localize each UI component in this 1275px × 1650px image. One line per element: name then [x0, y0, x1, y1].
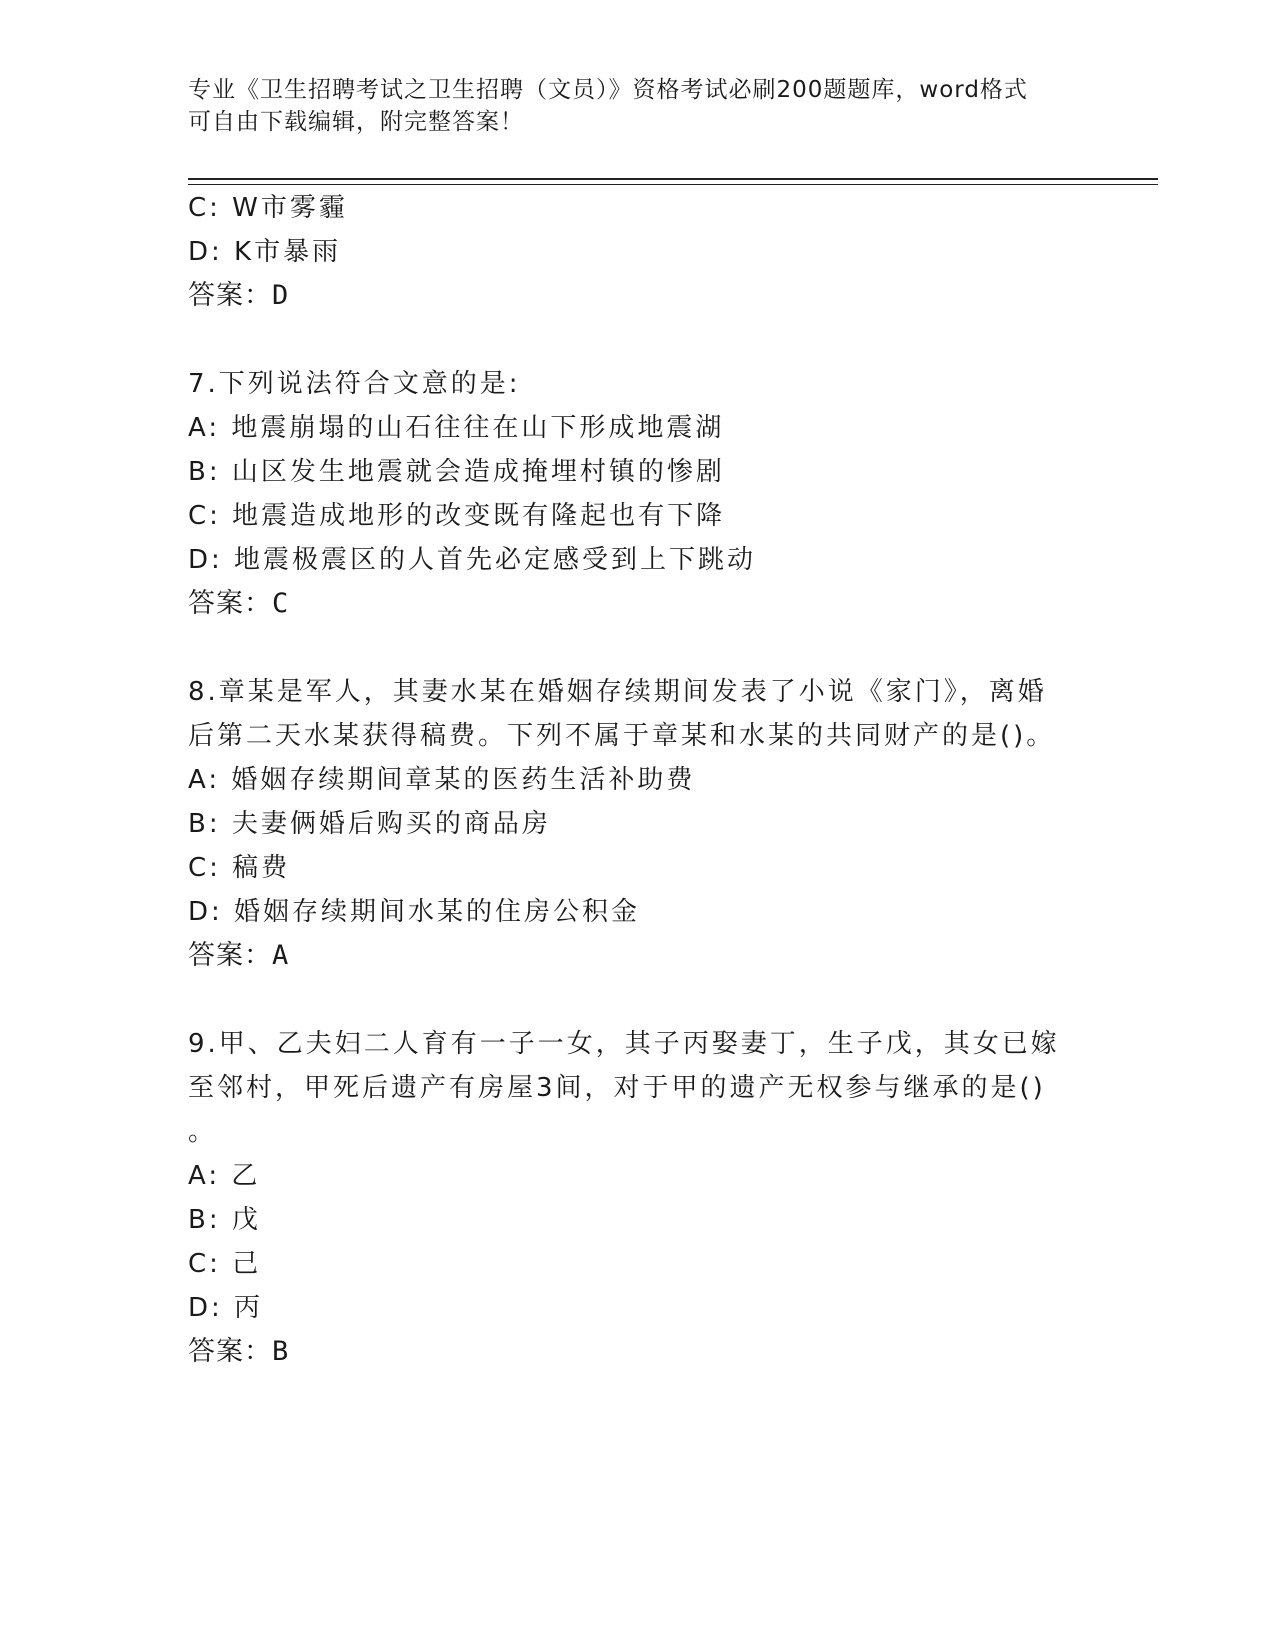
option-line: C: W市雾霾 [188, 193, 348, 223]
question-stem-line: 至邻村，甲死后遗产有房屋3间，对于甲的遗产无权参与继承的是() [188, 1073, 1046, 1103]
option-line: D: 婚姻存续期间水某的住房公积金 [188, 897, 641, 927]
question-stem-line: 。 [188, 1117, 218, 1147]
answer-label: 答案： [188, 588, 272, 619]
option-line: B: 戊 [188, 1205, 261, 1235]
option-line: D: 丙 [188, 1293, 264, 1323]
question-stem-line: 后第二天水某获得稿费。下列不属于章某和水某的共同财产的是()。 [188, 721, 1056, 751]
question-stem-line: 8.章某是军人，其妻水某在婚姻存续期间发表了小说《家门》，离婚 [188, 677, 1047, 707]
header-divider [188, 178, 1158, 185]
answer-value: D [272, 280, 290, 311]
option-line: D: 地震极震区的人首先必定感受到上下跳动 [188, 545, 757, 575]
document-header [188, 74, 1068, 138]
answer-line [188, 587, 289, 621]
answer-label: 答案： [188, 280, 272, 311]
option-line: A: 地震崩塌的山石往往在山下形成地震湖 [188, 413, 725, 443]
option-line: C: 己 [188, 1249, 262, 1279]
answer-value: A [272, 940, 290, 971]
header-line-1: 专业《卫生招聘考试之卫生招聘（文员）》资格考试必刷200题题库，word格式 [188, 77, 1028, 103]
option-line: A: 乙 [188, 1161, 261, 1191]
question-stem-line: 7.下列说法符合文意的是: [188, 369, 521, 399]
answer-value: B [272, 1336, 290, 1367]
option-line: B: 夫妻俩婚后购买的商品房 [188, 809, 551, 839]
option-line: C: 地震造成地形的改变既有隆起也有下降 [188, 501, 726, 531]
answer-line [188, 279, 289, 313]
question-stem-line: 9.甲、乙夫妇二人育有一子一女，其子丙娶妻丁，生子戊，其女已嫁 [188, 1029, 1060, 1059]
answer-line [188, 939, 289, 973]
answer-value: C [272, 588, 290, 619]
option-line: A: 婚姻存续期间章某的医药生活补助费 [188, 765, 696, 795]
answer-line [188, 1335, 289, 1369]
option-line: B: 山区发生地震就会造成掩埋村镇的惨剧 [188, 457, 725, 487]
answer-label: 答案： [188, 1336, 272, 1367]
option-line: D: K市暴雨 [188, 237, 342, 267]
header-line-2: 可自由下载编辑，附完整答案！ [188, 109, 524, 135]
answer-label: 答案： [188, 940, 272, 971]
option-line: C: 稿费 [188, 853, 291, 883]
